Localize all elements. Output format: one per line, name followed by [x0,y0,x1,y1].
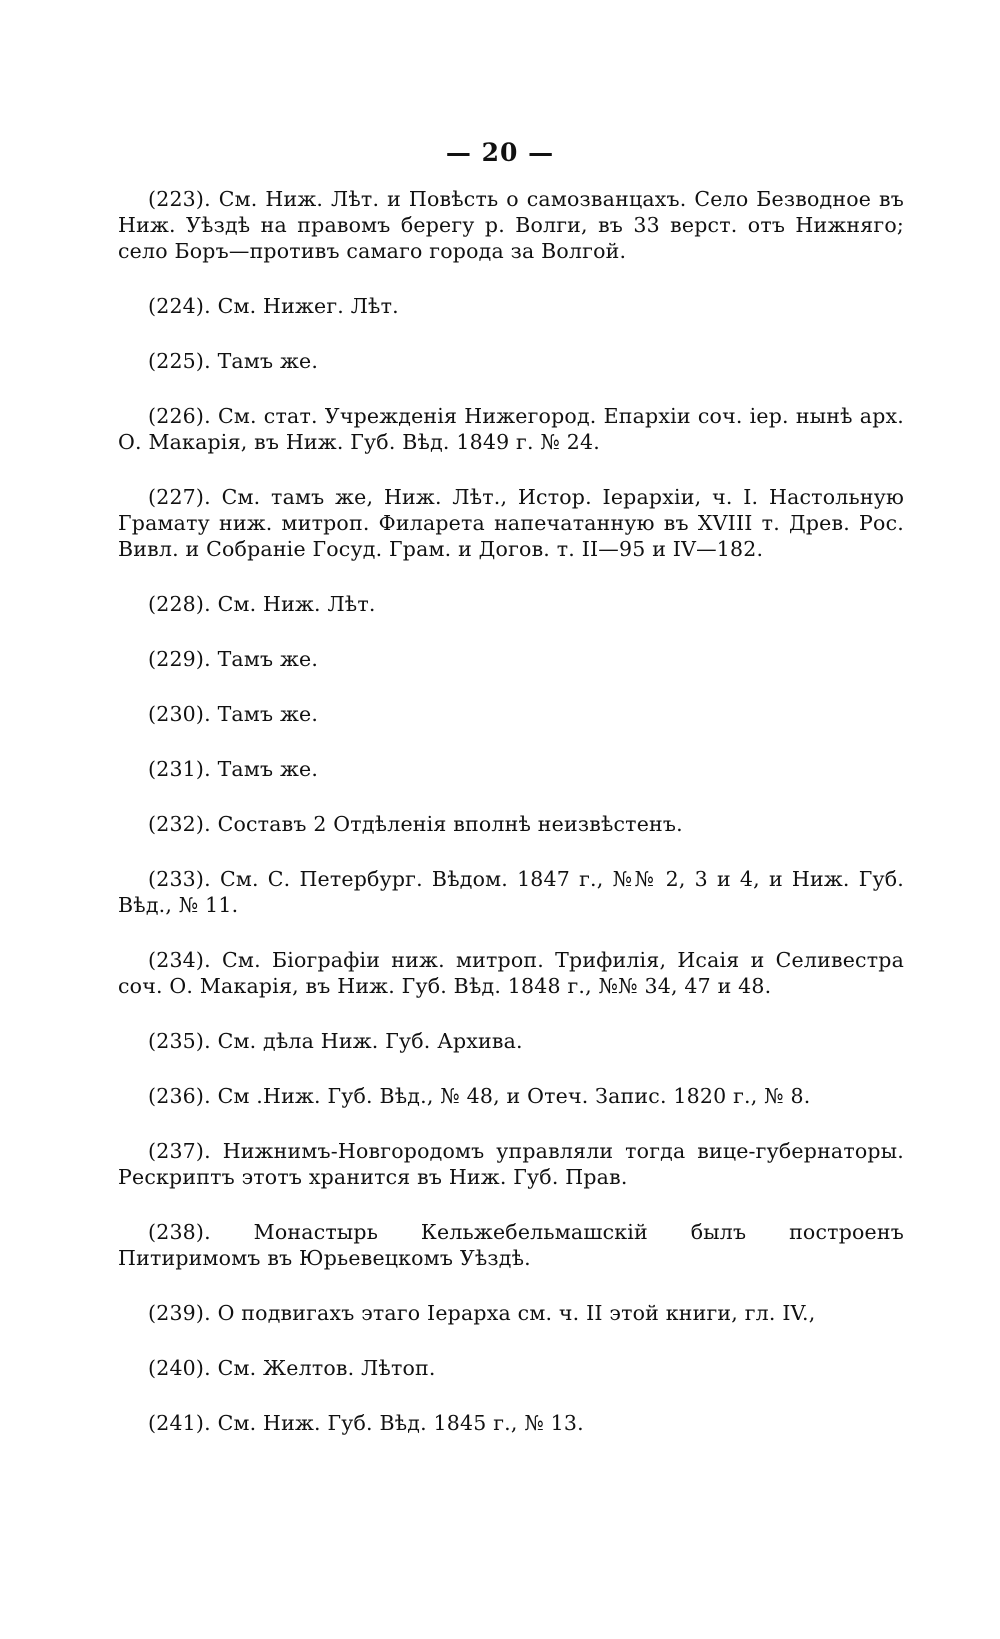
footnote [118,591,904,617]
footnote-text: Монастырь Кельжебельмашскій былъ построенъ Питиримомъ въ Юрьевецкомъ Уѣздѣ. [118,1220,904,1270]
footnote-number: (230). [148,702,211,726]
footnote-text: См. стат. Учрежденія Нижегород. Епархіи соч. іер. нынѣ арх. О. Макарія, въ Ниж. Губ. Вѣд. 1849 г. № 24. [118,404,904,454]
footnote-number: (240). [148,1356,211,1380]
footnote [118,1219,904,1271]
footnote [118,293,904,319]
footnote-text: См. Ниж. Губ. Вѣд. 1845 г., № 13. [217,1411,584,1435]
footnote-number: (237). [148,1139,211,1163]
footnote-text: См .Ниж. Губ. Вѣд., № 48, и Отеч. Запис. 1820 г., № 8. [217,1084,811,1108]
footnote-number: (225). [148,349,211,373]
footnote-text: См. Желтов. Лѣтоп. [217,1356,436,1380]
footnote-text: См. Біографіи ниж. митроп. Трифилія, Исаія и Селивестра соч. О. Макарія, въ Ниж. Губ. Вѣд. 1848 г., №№ 34, 47 и 48. [118,948,904,998]
footnote [118,866,904,918]
footnote-number: (229). [148,647,211,671]
footnote-text: О подвигахъ этаго Іерарха см. ч. II этой книги, гл. IV., [217,1301,816,1325]
footnote-text: Тамъ же. [217,349,319,373]
footnote [118,348,904,374]
footnote-text: См. Ниж. Лѣт. и Повѣсть о самозванцахъ. Село Безводное въ Ниж. Уѣздѣ на правомъ берегу р. Волги, въ 33 верст. отъ Нижняго; село Боръ—противъ самаго города за Волгой. [118,187,904,263]
footnotes-list [118,186,904,1465]
footnote-text: Нижнимъ-Новгородомъ управляли тогда вице-губернаторы. Рескриптъ этотъ хранится въ Ниж. Губ. Прав. [118,1139,904,1189]
footnote-number: (227). [148,485,211,509]
footnote-text: См. Ниж. Лѣт. [217,592,376,616]
footnote-number: (226). [148,404,211,428]
footnote-number: (236). [148,1084,211,1108]
footnote [118,186,904,264]
footnote [118,1083,904,1109]
footnote-text: Тамъ же. [217,702,319,726]
footnote [118,1355,904,1381]
footnote-text: См. Нижег. Лѣт. [217,294,399,318]
footnote [118,1300,904,1326]
footnote-number: (235). [148,1029,211,1053]
footnote-text: См. дѣла Ниж. Губ. Архива. [217,1029,523,1053]
footnote [118,1410,904,1436]
footnote [118,484,904,562]
page-number: — 20 — [445,138,555,167]
footnote-number: (238). [148,1220,211,1244]
footnote-text: Тамъ же. [217,757,319,781]
footnote-number: (233). [148,867,211,891]
footnote-text: Составъ 2 Отдѣленія вполнѣ неизвѣстенъ. [217,812,683,836]
footnote-number: (224). [148,294,211,318]
footnote [118,646,904,672]
footnote-number: (241). [148,1411,211,1435]
footnote [118,403,904,455]
footnote-number: (223). [148,187,211,211]
footnote-number: (234). [148,948,211,972]
footnote-number: (232). [148,812,211,836]
footnote [118,811,904,837]
footnote [118,947,904,999]
footnote-text: Тамъ же. [217,647,319,671]
footnote [118,756,904,782]
footnote [118,701,904,727]
footnote-text: См. тамъ же, Ниж. Лѣт., Истор. Іерархіи, ч. I. Настольную Грамату ниж. митроп. Филарета напечатанную въ XVIII т. Древ. Рос. Вивл. и Собраніе Госуд. Грам. и Догов. т. II—95 и IV—182. [118,485,905,561]
footnote-number: (228). [148,592,211,616]
footnote [118,1028,904,1054]
footnote-text: См. С. Петербург. Вѣдом. 1847 г., №№ 2, 3 и 4, и Ниж. Губ. Вѣд., № 11. [118,867,905,917]
footnote-number: (239). [148,1301,211,1325]
footnote [118,1138,904,1190]
footnote-number: (231). [148,757,211,781]
